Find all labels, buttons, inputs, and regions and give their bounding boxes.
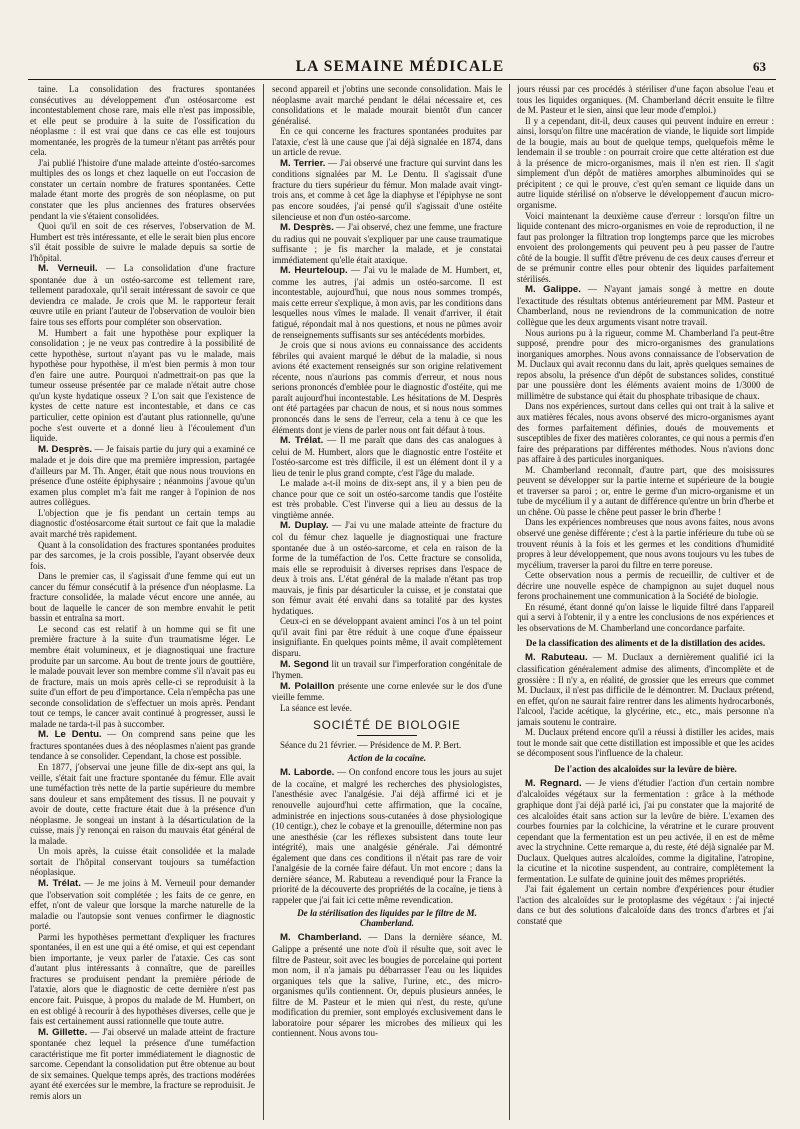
paragraph-text: Cette observation nous a permis de recueillir, de cultiver et de décrire une nouvelle espèce de champignon au sujet duquel nous ferons prochainement une communication à la Société de biologie. (517, 570, 774, 602)
paragraph (30, 1027, 255, 1102)
paragraph-text: M. Chamberland reconnaît, d'autre part, que des moisissures peuvent se développer sur la partie interne et supérieure de la bougie et traverser sa paroi ; or, entre le germe d'un micro-organisme et un tube de mycélium il y a autant de différence qu'entre un brin d'herbe et un chêne. Où passe le chêne peut passer le brin d'herbe ! (517, 464, 774, 517)
paragraph-duclaux (517, 727, 774, 759)
speaker-name: M. Galippe. (525, 284, 581, 296)
page-header (24, 58, 776, 80)
speaker-name: M. Le Dentu. (38, 729, 102, 741)
paragraph-chamberland (272, 932, 502, 1038)
subheading-sterilisation: De la stérilisation des liquides par le filtre de M. Chamberland. (297, 908, 477, 929)
speaker-name: M. Polaillon (280, 680, 335, 692)
paragraph (30, 729, 255, 762)
paragraph (272, 222, 502, 265)
paragraph-text: Parmi les hypothèses permettant d'expliquer les fractures spontanées, il en est une qui a été omise, et qui est cependant bien importante, je veux parler de l'ataxie. Ces cas sont d'autant plus intéressants à connaître, que de pareilles fractures se produisent pendant la première période de l'ataxie, alors que le diagnostic de cette dernière n'est pas encore fait. Puisque, à propos du malade de M. Humbert, on en est obligé à recourir à des hypothèses diverses, celle que je fais est certainement aussi rationnelle que toute autre. (30, 931, 255, 1027)
paragraph (272, 435, 502, 478)
paragraph-text: — Dans la dernière séance, M. Galippe a présenté une note d'où il résulte que, soit avec le filtre de Pasteur, soit avec les bougies de porcelaine qui portent mon nom, il n'a jamais pu débarrasser l'eau ou les liquides organiques tels que la salive, l'urine, etc., des micro-organismes qu'ils contiennent. Or, depuis plusieurs années, le filtre de M. Pasteur et le mien qui n'est, du reste, qu'une modification du premier, sont employés exclusivement dans le laboratoire pour séparer les microbes des milieux qui les contiennent. Nous avons tou- (272, 932, 502, 1039)
paragraph-text: Le second cas est relatif à un homme qui se fit une première fracture à la suite d'un traumatisme léger. Le membre était volumineux, et je diagnostiquai une fracture produite par un sarcome. Au bout de trente jours de gouttière, le malade pouvait lever son membre comme s'il n'avait pas eu de fracture, mais un mois après celle-ci se reproduisit à la suite d'un effort de peu d'importance. Cela n'empêcha pas une seconde consolidation de s'effectuer un mois après. Pendant tout ce temps, le cancer avait continué à progresser, aussi le malade ne tarda-t-il pas à succomber. (30, 623, 255, 729)
paragraph (272, 340, 502, 435)
paragraph-rabuteau (517, 652, 774, 727)
subheading-cocaine: Action de la cocaïne. (347, 753, 427, 764)
paragraph-text: — Je viens d'étudier l'action d'un certain nombre d'alcaloïdes végétaux sur la fermentation : grâce à la méthode graphique dont j'ai déjà parlé ici, j'ai pu constater que la majorité de ces alcaloïdes était sans action sur la levûre de bière. L'examen des courbes fournies par la colchicine, la vératrine et le curare prouvent cependant que la fermentation est un peu activée, il en est de même avec la strychnine. Cette remarque a, du reste, été déjà signalée par M. Duclaux. Quelques autres alcaloïdes, comme la digitaline, l'atropine, la cicutine et la nicotine suspendent, au contraire, complètement la fermentation. Le sulfate de quinine jouit des mêmes propriétés. (517, 777, 774, 884)
paragraph (30, 84, 255, 158)
paragraph-text: — M. Duclaux a dernièrement qualifié ici la classification généralement admise des aliments, d'incomplète et de grossière : Il n'y a, en réalité, de grossier que les erreurs que commet M. Duclaux, il n'est pas difficile de le démontrer. M. Duclaux prétend, en effet, qu'on ne saurait faire rentrer dans les aliments hydrocarbonés, l'alcool, l'acide acétique, la glycérine, etc., etc., mais personne n'a jamais soutenu le contraire. (517, 652, 774, 727)
paragraph-text: — Il me paraît que dans des cas analogues à celui de M. Humbert, alors que le diagnostic entre l'ostéite et l'ostéo-sarcome est très difficile, il est un élément dont il y a lieu de tenir le plus grand compte, c'est l'âge du malade. (272, 435, 502, 478)
header-rule (28, 79, 776, 80)
speaker-name: M. Desprès. (38, 443, 93, 455)
paragraph (272, 616, 502, 658)
paragraph-text: second appareil et j'obtins une seconde consolidation. Mais le néoplasme avait marché pendant le délai nécessaire et, ces consolidations et le malade mourait bientôt d'un cancer généralisé. (272, 84, 502, 126)
paragraph (30, 263, 255, 327)
paragraph-regnard (517, 778, 774, 884)
paragraph-text: Dans les expériences nombreuses que nous avons faites, nous avons observé une genèse différente ; c'est à la partie inférieure du tube où se trouvent réunis à la fois et les germes et les conditions d'humidité propres à leur développement, que nous avons toujours vu les tubes de mycélium, traverser la paroi du filtre en terre poreuse. (517, 517, 774, 570)
paragraph-text: M. Humbert a fait une hypothèse pour expliquer la consolidation ; je ne veux pas contredire à la possibilité de cette hypothèse, surtout n'ayant pas vu le malade, mais hypothèse pour hypothèse, il m'est bien permis à mon tour d'en faire une autre. Pourquoi n'admettrait-on pas que la tumeur osseuse présentée par ce malade n'était autre chose qu'un kyste hydatique osseux ? L'on sait que l'existence de kystes de cette nature est incontestable, et dans ce cas particulier, cette opinion est d'autant plus rationnelle, qu'une poche s'est ouverte et a donné lieu à l'écoulement d'un liquide. (30, 327, 255, 444)
column-3 (517, 84, 774, 1119)
paragraph-text: En ce qui concerne les fractures spontanées produites par l'ataxie, c'est là une cause que j'ai déjà signalée en 1874, dans un article de revue. (272, 126, 502, 158)
paragraph (30, 571, 255, 624)
paragraph (30, 878, 255, 932)
session-line: Séance du 21 février. — Présidence de M. P. Bert. (280, 739, 462, 750)
paragraph (517, 328, 774, 402)
page-number: 63 (753, 59, 766, 74)
paragraph-text: — N'ayant jamais songé à mettre en doute l'exactitude des résultats obtenus antérieurement par MM. Pasteur et Chamberland, nous ne reviendrons de la communication de notre collègue que les deux arguments visant notre travail. (517, 284, 774, 328)
paragraph (517, 602, 774, 634)
speaker-name: M. Trélat. (280, 435, 324, 447)
paragraph-text: Voici maintenant la deuxième cause d'erreur : lorsqu'on filtre un liquide contenant des micro-organismes en voie de reproduction, il ne faut pas prolonger la filtration trop longtemps parce que les microbes envoient des prolongements qui peuvent peu à peu passer de l'autre côté de la bougie. Il suffit d'être prévenu de ces deux causes d'erreur et de se prémunir contre elles pour obtenir des liquides parfaitement stérilisés. (517, 210, 774, 284)
section-heading-rule (357, 735, 417, 736)
paragraph-text: Le malade a-t-il moins de dix-sept ans, il y a bien peu de chance pour que ce soit un ostéo-sarcome tandis que l'ostéite est très probable. C'est l'inverse qui a lieu au dessus de la vingtième année. (272, 478, 502, 520)
paragraph (30, 624, 255, 729)
paragraph (517, 465, 774, 518)
paragraph (272, 84, 502, 126)
paragraph-text: Il y a cependant, dit-il, deux causes qui peuvent induire en erreur : ainsi, lorsqu'on filtre une macération de viande, le liquide sort limpide de la bougie, mais au bout de quelque temps, quelquefois même le lendemain il se trouble : on pourrait croire que cette altération est due à la présence de micro-organismes, mais il n'en est rien. Il s'agit simplement d'un dépôt de matières amorphes albuminoïdes qui se précipitent ; ce qui le prouve, c'est qu'en semant ce liquide dans un autre liquide stérilisé on n'observe le développement d'aucun micro-organisme. (517, 115, 774, 211)
paragraph (517, 211, 774, 285)
paragraph-text: jours réussi par ces procédés à stériliser d'une façon absolue l'eau et tous les liquides organiques. (M. Chamberland décrit ensuite le filtre de M. Pasteur et le sien, ainsi que leur mode d'emploi.) (517, 84, 774, 116)
paragraph-text: Quoi qu'il en soit de ces réserves, l'observation de M. Humbert est très intéressante, et elle le serait bien plus encore s'il était possible de suivre le malade depuis sa sortie de l'hôpital. (30, 221, 255, 263)
paragraph-text: lit un travail sur l'imperforation congénitale de l'hymen. (272, 658, 502, 681)
paragraph (272, 265, 502, 340)
speaker-name: M. Terrier. (280, 157, 326, 169)
paragraph (30, 540, 255, 572)
paragraph-text: L'objection que je fis pendant un certain temps au diagnostic d'ostéosarcome était surtout ce fait que la maladie avait marché très rapidement. (30, 507, 255, 539)
speaker-name: M. Regnard. (525, 777, 582, 789)
paragraph-text: — J'ai observé un malade atteint de fracture spontanée chez lequel la présence d'une tuméfaction caractéristique me fit porter immédiatement le diagnostic de sarcome. Cependant la consolidation put être obtenue au bout de six semaines. Quelque temps après, des tractions modérées ayant été exercées sur le membre, la fracture se reproduisit. Je remis alors un (30, 1026, 255, 1101)
paragraph-text: Nous aurions pu à la rigueur, comme M. Chamberland l'a peut-être supposé, prendre pour des micro-organismes des granulations inorganiques amorphes. Nous avons connaissance de l'observation de M. Duclaux qui avait reconnu dans du lait, après quelques semaines de repos absolu, la présence d'un dépôt de substances solides, constitué par une poussière dont les éléments avaient moins de 1/3000 de millimètre de substance qui était du phosphate tribasique de chaux. (517, 327, 774, 401)
paragraph (272, 158, 502, 222)
paragraph-text: taine. La consolidation des fractures spontanées consécutives au développement d'un ostéosarcome est incontestablement chose rare, mais elle n'est pas impossible, et elle peut se produire à la suite de l'ossification du néoplasme : il est vrai que dans ce cas elle est toujours momentanée, les progrès de la tumeur n'étant pas arrêtés pour cela. (30, 84, 255, 158)
column-divider (509, 84, 510, 1120)
journal-title: LA SEMAINE MÉDICALE (295, 58, 505, 75)
paragraph-text: — Je faisais partie du jury qui a examiné ce malade et je dois dire que ma première impression, partagée d'ailleurs par M. Th. Anger, était que nous nous trouvions en présence d'une ostéite épiphysaire ; néanmoins j'avoue qu'un examen plus complet m'a fait me ranger à l'opinion de nos autres collègues. (30, 443, 255, 508)
speaker-name: M. Duplay. (280, 520, 329, 532)
paragraph-laborde (272, 767, 502, 905)
speaker-name: M. Gillette. (38, 1026, 88, 1038)
paragraph-text: La séance est levée. (280, 702, 352, 713)
paragraph-text: présente une corne enlevée sur le dos d'une vieille femme. (272, 680, 502, 703)
paragraph (30, 762, 255, 846)
paragraph (517, 401, 774, 464)
paragraph-text: Un mois après, la cuisse était consolidée et la malade sortait de l'hôpital conservant toujours sa tuméfaction néoplasique. (30, 846, 255, 878)
paragraph-text: Dans le premier cas, il s'agissait d'une femme qui eut un cancer du fémur consécutif à la présence d'un néoplasme. La fracture consolidée, la malade vécut encore une année, au bout de laquelle le cancer de son membre envahit le petit bassin et entraîna sa mort. (30, 571, 255, 624)
paragraph (30, 508, 255, 540)
section-heading: SOCIÉTÉ DE BIOLOGIE (313, 719, 461, 733)
column-2 (272, 84, 502, 1119)
paragraph (517, 84, 774, 116)
speaker-name: M. Chamberland. (280, 932, 362, 944)
column-divider (263, 84, 264, 1120)
sterilisation-discussion-continued (517, 84, 774, 633)
paragraph-text: J'ai publié l'histoire d'une malade atteinte d'ostéo-sarcomes multiples des os longs et chez laquelle on eut l'occasion de constater un certain nombre de fratures spontanées. Cette malade étant morte des progrès de son néoplasme, on put constater que les plus anciennes des fratures observées pendant la vie s'étaient consolidées. (30, 157, 255, 221)
speaker-name: M. Trélat. (38, 878, 81, 890)
speaker-name: M. Rabuteau. (525, 652, 588, 664)
column-1 (30, 84, 255, 1119)
paragraph-text: — J'ai observé, chez une femme, une fracture du radius qui ne pouvait s'expliquer par une cause traumatique suffisante ; je fis marcher la malade, et je constatai immédiatement qu'elle était ataxique. (272, 222, 502, 265)
paragraph-text: — J'ai vu une malade atteinte de fracture du col du fémur chez laquelle je diagnostiquai une fracture spontanée due à un ostéo-sarcome, et cela en raison de la forme de la tuméfaction de l'os. Cette fracture se consolida, mais elle se reproduisit à diverses reprises dans l'espace de deux à trois ans. L'état général de la malade n'étant pas trop mauvais, je finis par désarticuler la cuisse, et je constatai que son fémur avait été envahi dans sa totalité par des kystes hydatiques. (272, 520, 502, 616)
paragraph-text: — On confond encore tous les jours au sujet de la cocaïne, et malgré les recherches des physiologistes, l'anesthésie avec l'analgésie. J'ai déjà affirmé ici et je renouvelle aujourd'hui cette affirmation, que la cocaïne, administrée en injections sous-cutanées à dose physiologique (10 centigr.), chez le cobaye et la grenouille, détermine non pas une anesthésie (car les réflexes subsistent dans toute leur intégrité), mais une analgésie générale. J'ai démontré également que dans ces conditions il n'était pas rare de voir l'analgésie de la cornée faire défaut. Un mot encore ; dans la dernière séance, M. Rabuteau a revendiqué pour la France la priorité de la découverte des propriétés de la cocaïne, je tiens à rappeler que j'ai fait ici cette même revendication. (272, 767, 502, 905)
paragraph-text: J'ai fait également un certain nombre d'expériences pour étudier l'action des alcaloïdes sur le protoplasme des végétaux : j'ai injecté dans ce but des solutions d'alcaloïde dans des troncs d'arbres et j'ai constaté que (517, 884, 774, 927)
paragraph-text: — On comprend sans peine que les fractures spontanées dues à des néoplasmes n'aient pas grande tendance à se consolider. Cependant, la chose est possible. (30, 729, 255, 762)
paragraph (30, 846, 255, 878)
paragraph (30, 328, 255, 444)
paragraph (517, 570, 774, 602)
paragraph-text: Dans nos expériences, surtout dans celles qui ont trait à la salive et aux matières fécales, nous avons observé des micro-organismes ayant des formes parfaitement définies, doués de mouvements et susceptibles de fixer des matières colorantes, ce qui nous a permis d'en faire des préparations par différentes méthodes. Nous n'avions donc pas affaire à des particules inorganiques. (517, 401, 774, 465)
paragraph (517, 116, 774, 211)
paragraph (272, 520, 502, 616)
paragraph (272, 681, 502, 703)
paragraph (272, 659, 502, 681)
paragraph-text: Je crois que si nous avions eu connaissance des accidents fébriles qui avaient marqué le début de la maladie, si nous avions été exactement renseignés sur son origine relativement récente, nous n'aurions pas commis d'erreur, et nous nous serions prononcés d'emblée pour le diagnostic d'ostéite, qui me paraît aujourd'hui incontestable. Les hésitations de M. Desprès ont été partagées par chacun de nous, et si nous nous sommes prononcés dans le sens de l'erreur, cela a tenu à ce que les éléments dont je viens de parler nous ont fait défaut à tous. (272, 340, 502, 435)
paragraph-text: Quant à la consolidation des fractures spontanées produites par des sarcomes, je la crois possible, l'ayant observée deux fois. (30, 539, 255, 571)
paragraph (272, 478, 502, 520)
paragraph (30, 444, 255, 508)
paragraph-text: — La consolidation d'une fracture spontanée due à un ostéo-sarcome est tellement rare, tellement paradoxale, qu'il serait intéressant de savoir ce que deviendra ce malade. Je crois que M. le rapporteur ferait œuvre utile en priant l'auteur de l'observation de vouloir bien faire tous ses efforts pour compléter son observation. (30, 263, 255, 328)
paragraph-text: En résumé, étant donné qu'on laisse le liquide filtré dans l'appareil qui a servi à l'obtenir, il y a entre les conclusions de nos expériences et les observations de M. Chamberland une concordance parfaite. (517, 601, 774, 633)
subheading-alkaloids: De l'action des alcaloïdes sur la levûre de bière. (554, 763, 737, 774)
paragraph-text: — J'ai vu le malade de M. Humbert, et, comme les autres, j'ai admis un ostéo-sarcome. Il est incontestable, aujourd'hui, que nous nous sommes trompés, mais cette erreur s'explique, à mon avis, par les conditions dans lesquelles nous vîmes le malade. Il venait d'arriver, il était fatigué, répondait mal à nos questions, et nous ne pûmes avoir de renseignements suffisants sur ses antécédents morbides. (272, 265, 502, 340)
paragraph-alkaloid-experiments (517, 884, 774, 926)
paragraph-text: Ceux-ci en se développant avaient aminci l'os à un tel point qu'il avait fini par être réduit à une coque d'une épaisseur insignifiante. En quelques points même, il avait complètement disparu. (272, 616, 502, 658)
paragraph-text: — Je me joins à M. Verneuil pour demander que l'observation soit complétée ; les faits de ce genre, en effet, n'ont de valeur que lorsque la marche naturelle de la maladie ou l'autopsie sont venues confirmer le diagnostic porté. (30, 878, 255, 932)
speaker-name: M. Verneuil. (38, 263, 98, 275)
paragraph (272, 126, 502, 158)
paragraph (272, 703, 502, 714)
paragraph (30, 158, 255, 221)
speaker-name: M. Segond (280, 658, 329, 670)
paragraph-text: — J'ai observé une fracture qui survint dans les conditions signalées par M. Le Dentu. Il s'agissait d'une fracture du tiers supérieur du fémur. Mon malade avait vingt-trois ans, et comme à cet âge la diaphyse et l'épiphyse ne sont pas encore soudées, j'ai pensé qu'il s'agissait d'une ostéite silencieuse et non d'un ostéo-sarcome. (272, 157, 502, 222)
speaker-name: M. Heurteloup. (280, 265, 348, 277)
paragraph (30, 932, 255, 1027)
surgery-discussion-continued (272, 84, 502, 713)
speaker-name: M. Laborde. (280, 767, 335, 779)
paragraph-text: M. Duclaux prétend encore qu'il a réussi à distiller les acides, mais tout le monde sait que cette distillation est impossible et que les acides se décomposent sous l'influence de la chaleur. (517, 727, 774, 759)
paragraph (30, 221, 255, 263)
subheading-classification: De la classification des aliments et de la distillation des acides. (525, 638, 766, 649)
speaker-name: M. Desprès. (280, 222, 334, 234)
paragraph (517, 517, 774, 570)
paragraph-text: En 1877, j'observai une jeune fille de dix-sept ans qui, la veille, s'était fait une fracture spontanée du fémur. Elle avait une tuméfaction très nette de la partie supérieure du membre sans douleur et sans empâtement des tissus. Il ne pouvait y avoir de doute, cette fracture était due à la présence d'un néoplasme. Je songeai un instant à la désarticulation de la cuisse, mais j'y renonçai en raison du mauvais état général de la malade. (30, 762, 255, 846)
paragraph (517, 284, 774, 327)
